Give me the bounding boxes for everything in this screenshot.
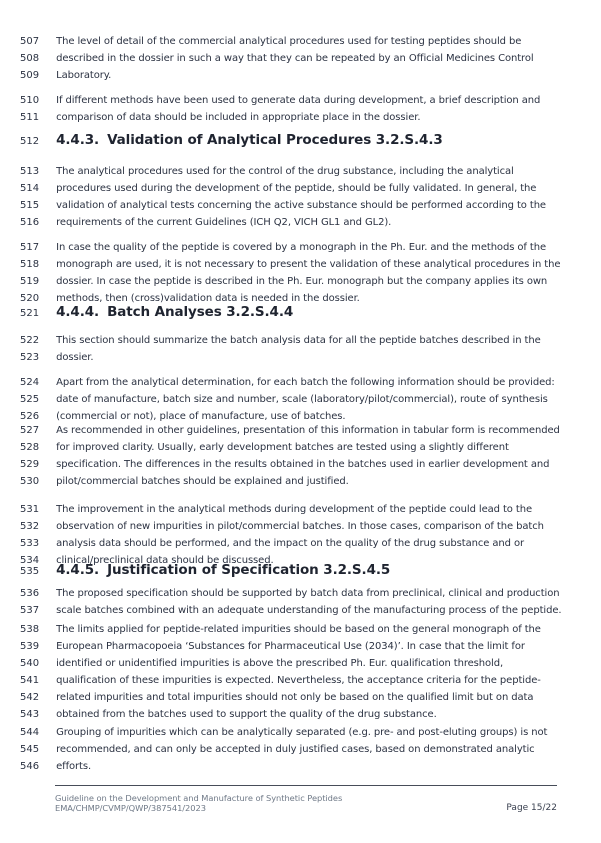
- line-number: 514: [20, 183, 40, 194]
- line-text: dossier. In case the peptide is described in the Ph. Eur. monograph but the company applies its own: [56, 276, 548, 287]
- line-text: recommended, and can only be accepted in duly justified cases, based on demonstrated analytic: [56, 744, 535, 755]
- line-number: 513: [20, 166, 40, 177]
- line-number: 515: [20, 200, 40, 211]
- paragraph: [20, 621, 591, 723]
- paragraph: [20, 374, 591, 425]
- paragraph: [20, 422, 591, 490]
- line-text: described in the dossier in such a way that they can be repeated by an Official Medicines Control: [56, 53, 534, 64]
- line-number: 534: [20, 555, 40, 566]
- doc-line: [20, 214, 591, 231]
- line-text: As recommended in other guidelines, presentation of this information in tabular form is recommended: [56, 425, 560, 436]
- doc-line: [20, 67, 591, 84]
- line-text: The improvement in the analytical methods during development of the peptide could lead to the: [56, 504, 533, 515]
- doc-line: [20, 239, 591, 256]
- doc-line: [20, 473, 591, 490]
- doc-line: [20, 349, 591, 366]
- doc-line: [20, 655, 591, 672]
- line-number: 510: [20, 95, 40, 106]
- line-text: observation of new impurities in pilot/commercial batches. In those cases, comparison of the batch: [56, 521, 544, 532]
- line-text: scale batches combined with an adequate understanding of the manufacturing process of the peptide.: [56, 605, 562, 616]
- line-text: related impurities and total impurities should not only be based on the qualified limit but on data: [56, 692, 534, 703]
- doc-line: [20, 374, 591, 391]
- line-number: 532: [20, 521, 40, 532]
- doc-line: [20, 332, 591, 349]
- line-text: Apart from the analytical determination, for each batch the following information should be provided:: [56, 377, 555, 388]
- line-number: 535: [20, 566, 40, 577]
- line-text: monograph are used, it is not necessary to present the validation of these analytical procedures in the: [56, 259, 561, 270]
- line-text: pilot/commercial batches should be explained and justified.: [56, 476, 349, 487]
- line-number: 540: [20, 658, 40, 669]
- line-text: This section should summarize the batch analysis data for all the peptide batches described in the: [56, 335, 541, 346]
- doc-line: [20, 724, 591, 741]
- doc-line: [20, 163, 591, 180]
- doc-line: [20, 535, 591, 552]
- doc-line: [20, 422, 591, 439]
- line-text: Grouping of impurities which can be analytically separated (e.g. pre- and post-eluting groups) is not: [56, 727, 548, 738]
- footer-page-number: Page 15/22: [506, 803, 557, 813]
- line-text: If different methods have been used to generate data during development, a brief description and: [56, 95, 541, 106]
- doc-line: [20, 439, 591, 456]
- line-number: 530: [20, 476, 40, 487]
- doc-line: [20, 92, 591, 109]
- line-text: qualification of these impurities is expected. Nevertheless, the acceptance criteria for the peptide-: [56, 675, 541, 686]
- line-text: Laboratory.: [56, 70, 112, 81]
- line-text: The limits applied for peptide-related impurities should be based on the general monograph of the: [56, 624, 541, 635]
- line-number: 536: [20, 588, 40, 599]
- doc-line: [20, 501, 591, 518]
- line-text: The level of detail of the commercial analytical procedures used for testing peptides should be: [56, 36, 522, 47]
- doc-line: [20, 621, 591, 638]
- line-number: 525: [20, 394, 40, 405]
- line-number: 539: [20, 641, 40, 652]
- doc-line: [20, 180, 591, 197]
- line-text: (commercial or not), place of manufacture, use of batches.: [56, 411, 346, 422]
- doc-line: [20, 456, 591, 473]
- heading-title: Justification of Specification 3.2.S.4.5: [107, 562, 391, 578]
- line-text: The analytical procedures used for the control of the drug substance, including the analytical: [56, 166, 514, 177]
- heading-title: Validation of Analytical Procedures 3.2.S.4.3: [107, 132, 443, 148]
- line-number: 523: [20, 352, 40, 363]
- heading-section-number: 4.4.4.: [56, 304, 100, 320]
- doc-line: [20, 391, 591, 408]
- line-text: analysis data should be performed, and the impact on the quality of the drug substance and or: [56, 538, 524, 549]
- section-heading: [20, 130, 591, 152]
- page-footer: [55, 793, 342, 814]
- line-number: 518: [20, 259, 40, 270]
- line-number: 512: [20, 136, 40, 147]
- line-number: 527: [20, 425, 40, 436]
- doc-line: [20, 672, 591, 689]
- heading-line: [20, 560, 591, 582]
- line-number: 511: [20, 112, 40, 123]
- line-text: comparison of data should be included in appropriate place in the dossier.: [56, 112, 421, 123]
- line-text: clinical/preclinical data should be discussed.: [56, 555, 274, 566]
- line-text: efforts.: [56, 761, 92, 772]
- line-number: 520: [20, 293, 40, 304]
- heading-line: [20, 302, 591, 324]
- footer-doc-title: Guideline on the Development and Manufacture of Synthetic Peptides: [55, 793, 343, 803]
- footer-doc-reference: EMA/CHMP/CVMP/QWP/387541/2023: [55, 803, 206, 814]
- line-text: In case the quality of the peptide is covered by a monograph in the Ph. Eur. and the methods of the: [56, 242, 547, 253]
- line-text: obtained from the batches used to support the quality of the drug substance.: [56, 709, 437, 720]
- line-text: specification. The differences in the results obtained in the batches used in earlier development and: [56, 459, 550, 470]
- doc-line: [20, 33, 591, 50]
- paragraph: [20, 163, 591, 231]
- line-text: validation of analytical tests concerning the active substance should be performed according to the: [56, 200, 546, 211]
- section-heading: [20, 302, 591, 324]
- doc-line: [20, 602, 591, 619]
- paragraph: [20, 585, 591, 619]
- doc-line: [20, 706, 591, 723]
- line-number: 508: [20, 53, 40, 64]
- paragraph: [20, 724, 591, 775]
- paragraph: [20, 332, 591, 366]
- line-number: 537: [20, 605, 40, 616]
- line-number: 517: [20, 242, 40, 253]
- line-number: 509: [20, 70, 40, 81]
- paragraph: [20, 239, 591, 307]
- line-number: 533: [20, 538, 40, 549]
- line-text: European Pharmacopoeia ‘Substances for Pharmaceutical Use (2034)’. In case that the limit for: [56, 641, 525, 652]
- line-number: 545: [20, 744, 40, 755]
- paragraph: [20, 92, 591, 126]
- doc-line: [20, 758, 591, 775]
- line-number: 531: [20, 504, 40, 515]
- line-number: 507: [20, 36, 40, 47]
- doc-line: [20, 50, 591, 67]
- doc-line: [20, 256, 591, 273]
- doc-line: [20, 273, 591, 290]
- line-number: 519: [20, 276, 40, 287]
- doc-line: [20, 197, 591, 214]
- section-heading: [20, 560, 591, 582]
- doc-line: [20, 689, 591, 706]
- doc-line: [20, 638, 591, 655]
- line-text: date of manufacture, batch size and number, scale (laboratory/pilot/commercial), route of synthesis: [56, 394, 548, 405]
- heading-section-number: 4.4.5.: [56, 562, 100, 578]
- line-text: procedures used during the development of the peptide, should be fully validated. In general, the: [56, 183, 537, 194]
- line-number: 516: [20, 217, 40, 228]
- paragraph: [20, 33, 591, 84]
- footer-divider: [55, 785, 557, 786]
- line-number: 544: [20, 727, 40, 738]
- heading-title: Batch Analyses 3.2.S.4.4: [107, 304, 294, 320]
- heading-line: [20, 130, 591, 152]
- line-number: 529: [20, 459, 40, 470]
- line-text: The proposed specification should be supported by batch data from preclinical, clinical and production: [56, 588, 560, 599]
- doc-line: [20, 109, 591, 126]
- line-number: 528: [20, 442, 40, 453]
- line-text: for improved clarity. Usually, early development batches are tested using a slightly different: [56, 442, 509, 453]
- line-text: methods, then (cross)validation data is needed in the dossier.: [56, 293, 360, 304]
- doc-line: [20, 585, 591, 602]
- heading-section-number: 4.4.3.: [56, 132, 100, 148]
- line-number: 522: [20, 335, 40, 346]
- line-number: 524: [20, 377, 40, 388]
- line-text: requirements of the current Guidelines (ICH Q2, VICH GL1 and GL2).: [56, 217, 392, 228]
- line-number: 546: [20, 761, 40, 772]
- paragraph: [20, 501, 591, 569]
- doc-line: [20, 518, 591, 535]
- line-number: 541: [20, 675, 40, 686]
- doc-line: [20, 741, 591, 758]
- line-number: 543: [20, 709, 40, 720]
- line-text: identified or unidentified impurities is above the prescribed Ph. Eur. qualification threshold,: [56, 658, 504, 669]
- line-number: 542: [20, 692, 40, 703]
- line-number: 521: [20, 308, 40, 319]
- line-text: dossier.: [56, 352, 94, 363]
- line-number: 538: [20, 624, 40, 635]
- line-number: 526: [20, 411, 40, 422]
